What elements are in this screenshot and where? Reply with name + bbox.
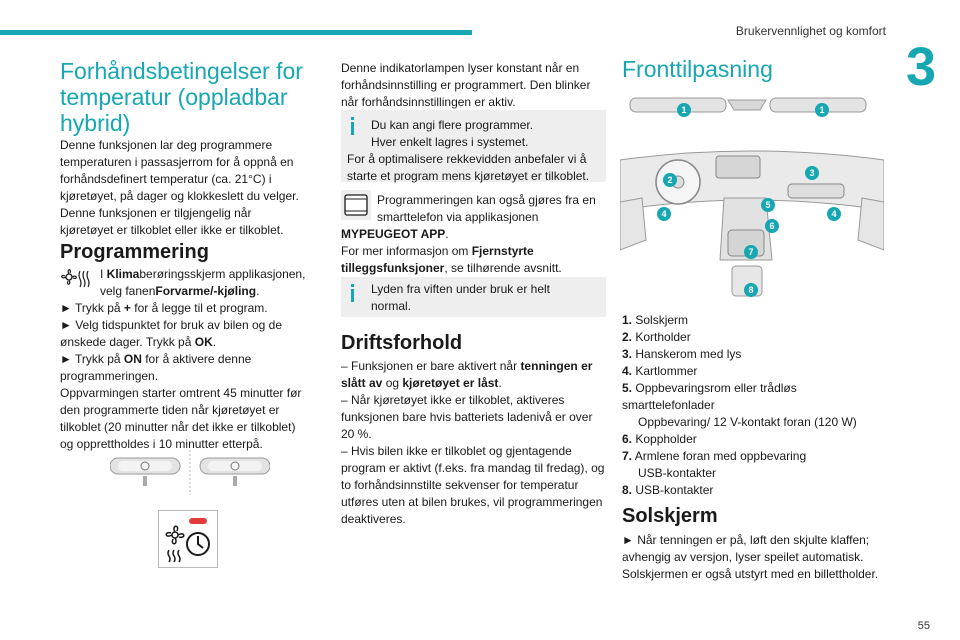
info-icon xyxy=(347,284,357,302)
conditions-heading: Driftsforhold xyxy=(341,332,463,354)
callout-3: 3 xyxy=(809,168,815,178)
list-item: 1. Solskjerm xyxy=(622,313,689,327)
info-box-multiple-programs: Du kan angi flere programmer. Hver enkelt lagres i systemet. For å optimalisere rekkevidden anbefaler vi å starte et program mens kjøretøyet er tilkoblet. xyxy=(341,110,606,182)
phone-app-line: MYPEUGEOT APP. xyxy=(341,227,449,241)
condition-3: – Hvis bilen ikke er tilkoblet og gjentagende program er aktivt (f.eks. fra mandag til fredag), og to forhåndsinnstilte sekvenser for temperatur utføres uten at bilen brukes, vil programmeringen deaktiveres. xyxy=(341,444,605,526)
list-item: 5. Oppbevaringsrom eller trådløs smarttelefonlader xyxy=(622,381,797,412)
intro-paragraph: Denne funksjonen lar deg programmere temperaturen i passasjerrom for å oppnå en forhåndsdefinert temperatur (ca. 21°C) i kjøretøyet, på dager og klokkeslett du velger. Denne funksjonen er tilgjengelig når kjøretøyet er tilkoblet eller ikke er tilkoblet. xyxy=(60,138,299,237)
info-box-fan-noise: Lyden fra viften under bruk er helt normal. xyxy=(341,277,606,317)
sunvisor-paragraph: ► Når tenningen er på, løft den skjulte klaffen; avhengig av versjon, lyser speilet automatisk. Solskjermen er også utstyrt med en billettholder. xyxy=(622,533,879,581)
list-item: 7. Armlene foran med oppbevaring xyxy=(622,449,807,463)
climate-instruction: I Klimaberøringsskjerm applikasjonen, velg fanenForvarme/-kjøling. xyxy=(100,267,306,298)
condition-1: – Funksjonen er bare aktivert når tenningen er slått av og kjøretøyet er låst. xyxy=(341,359,593,390)
list-item-sub: USB-kontakter xyxy=(638,466,717,480)
preconditioning-indicator-icon xyxy=(158,510,218,568)
cabin-illustration xyxy=(620,90,884,302)
callout-2: 2 xyxy=(667,175,673,185)
phone-paragraph: Programmeringen kan også gjøres fra en smarttelefon via applikasjonen xyxy=(377,193,596,224)
page-number: 55 xyxy=(917,620,930,632)
callout-5: 5 xyxy=(765,200,771,210)
callout-8: 8 xyxy=(748,285,754,295)
callout-4a: 4 xyxy=(661,209,667,219)
list-item: 6. Koppholder xyxy=(622,432,697,446)
list-item: 3. Hanskerom med lys xyxy=(622,347,742,361)
indicator-paragraph: Denne indikatorlampen lyser konstant når en forhåndsinnstilling er programmert. Den blinker når forhåndsinnstillingen er aktiv. xyxy=(341,61,591,109)
more-info-paragraph: For mer informasjon om Fjernstyrte tilleggsfunksjoner, se tilhørende avsnitt. xyxy=(341,244,562,275)
callout-7: 7 xyxy=(748,247,754,257)
header-accent-bar xyxy=(0,30,472,35)
callout-4b: 4 xyxy=(831,209,837,219)
section-title-front: Fronttilpasning xyxy=(622,56,773,82)
header-title: Brukervennlighet og komfort xyxy=(735,24,886,38)
step-2: ► Velg tidspunktet for bruk av bilen og de ønskede dager. Trykk på OK. xyxy=(60,318,283,349)
list-item-sub: Oppbevaring/ 12 V-kontakt foran (120 W) xyxy=(638,415,857,429)
info-icon xyxy=(347,117,357,135)
chapter-number: 3 xyxy=(905,37,936,97)
step-1: ► Trykk på + for å legge til et program. xyxy=(60,301,268,315)
section-title-precondition: Forhåndsbetingelser for temperatur (oppladbar hybrid) xyxy=(60,58,303,136)
mirrors-illustration xyxy=(110,450,270,495)
heating-note: Oppvarmingen starter omtrent 45 minutter før den programmerte tiden når kjøretøyet er tilkoblet (20 minutter når det ikke er tilkoblet) og opprettholdes i 10 minutter etterpå. xyxy=(60,386,302,451)
list-item: 8. USB-kontakter xyxy=(622,483,714,497)
condition-2: – Når kjøretøyet ikke er tilkoblet, aktiveres funksjonen bare hvis batteriets ladenivå er over 20 %. xyxy=(341,393,593,441)
callout-1a: 1 xyxy=(681,105,687,115)
callout-6: 6 xyxy=(769,221,775,231)
step-3: ► Trykk på ON for å aktivere denne programmeringen. xyxy=(60,352,252,383)
smartphone-icon xyxy=(341,190,371,220)
component-list xyxy=(622,312,892,499)
callout-1b: 1 xyxy=(819,105,825,115)
list-item: 4. Kartlommer xyxy=(622,364,698,378)
climate-app-icon xyxy=(60,266,94,296)
programming-heading: Programmering xyxy=(60,241,209,263)
sunvisor-heading: Solskjerm xyxy=(622,505,718,527)
list-item: 2. Kortholder xyxy=(622,330,691,344)
